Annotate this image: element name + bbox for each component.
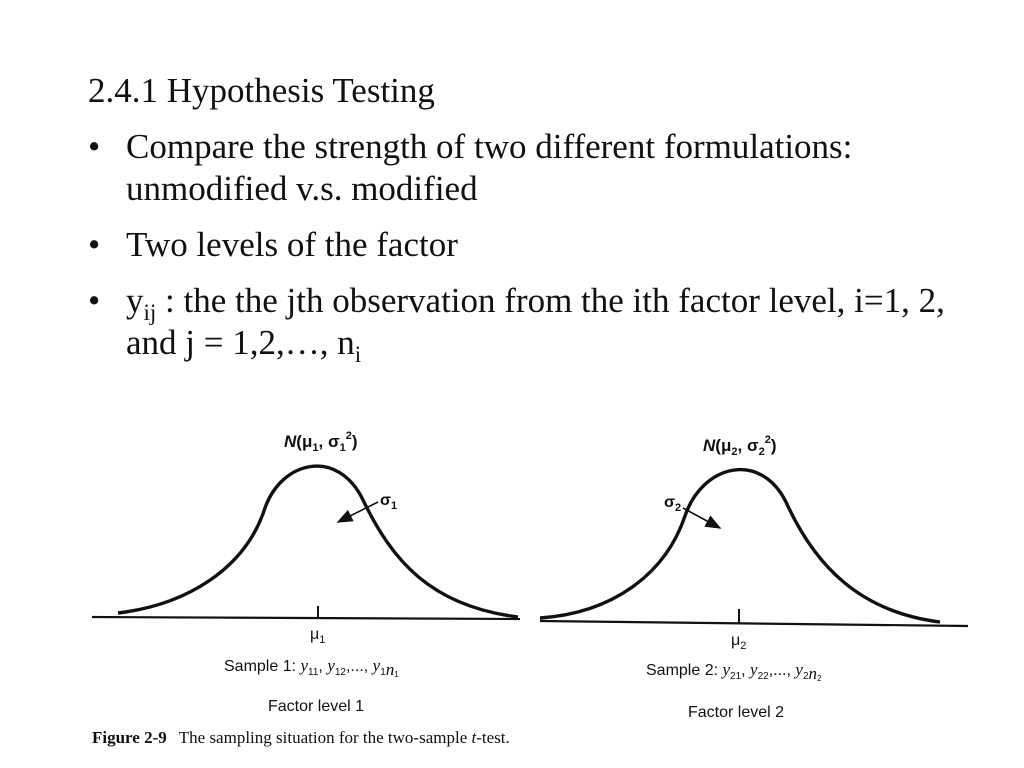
normal-curve-2 (540, 470, 940, 622)
bullet-text: Compare the strength of two different formulations: unmodified v.s. modified (126, 127, 853, 208)
sample-label-2: Sample 2: $y_{21}$, $y_{22}$,..., $y_{2n_2}$ (646, 660, 822, 683)
bullet-list (88, 126, 988, 378)
bullet-item-levels (88, 224, 988, 266)
bullet-sub-i: i (354, 342, 362, 367)
bullet-item-formulations (88, 126, 988, 210)
distribution-label-1: $N(\mu_1$, $\sigma_1^2$) (284, 430, 358, 454)
slide-title: 2.4.1 Hypothesis Testing (88, 71, 435, 110)
sigma-label-2: $\sigma_2$ (664, 494, 682, 514)
baseline-left (92, 617, 520, 619)
bullet-dot: • (88, 281, 101, 320)
sigma-arrow-2 (683, 508, 720, 528)
bullet-text-prefix: y (126, 281, 144, 320)
bullet-text-middle: : the the jth observation from the ith factor level, i=1, 2, and j = 1,2,…, n (126, 281, 945, 362)
baseline-right (540, 621, 968, 626)
normal-curve-1 (118, 466, 518, 617)
sigma-label-1: $\sigma_1$ (380, 492, 398, 512)
mean-label-2: $\mu_2$ (731, 632, 747, 652)
figure-two-sample (0, 420, 1024, 768)
figure-drawing (0, 420, 1024, 768)
bullet-sub-ij: ij (143, 300, 157, 325)
factor-level-label-2: Factor level 2 (688, 704, 785, 721)
sample-label-1: Sample 1: $y_{11}$, $y_{12}$,..., $y_{1n_1}$ (224, 656, 399, 679)
bullet-dot: • (88, 225, 101, 264)
bullet-item-observation (88, 280, 988, 367)
bullet-text: Two levels of the factor (126, 225, 458, 264)
mean-label-1: $\mu_1$ (310, 626, 326, 646)
distribution-label-2: $N(\mu_2$, $\sigma_2^2$) (703, 434, 777, 458)
figure-caption: Figure 2-9 The sampling situation for the two-sample t-test. (92, 728, 510, 747)
factor-level-label-1: Factor level 1 (268, 698, 365, 715)
bullet-dot: • (88, 127, 101, 166)
figure-number: Figure 2-9 (92, 728, 167, 747)
